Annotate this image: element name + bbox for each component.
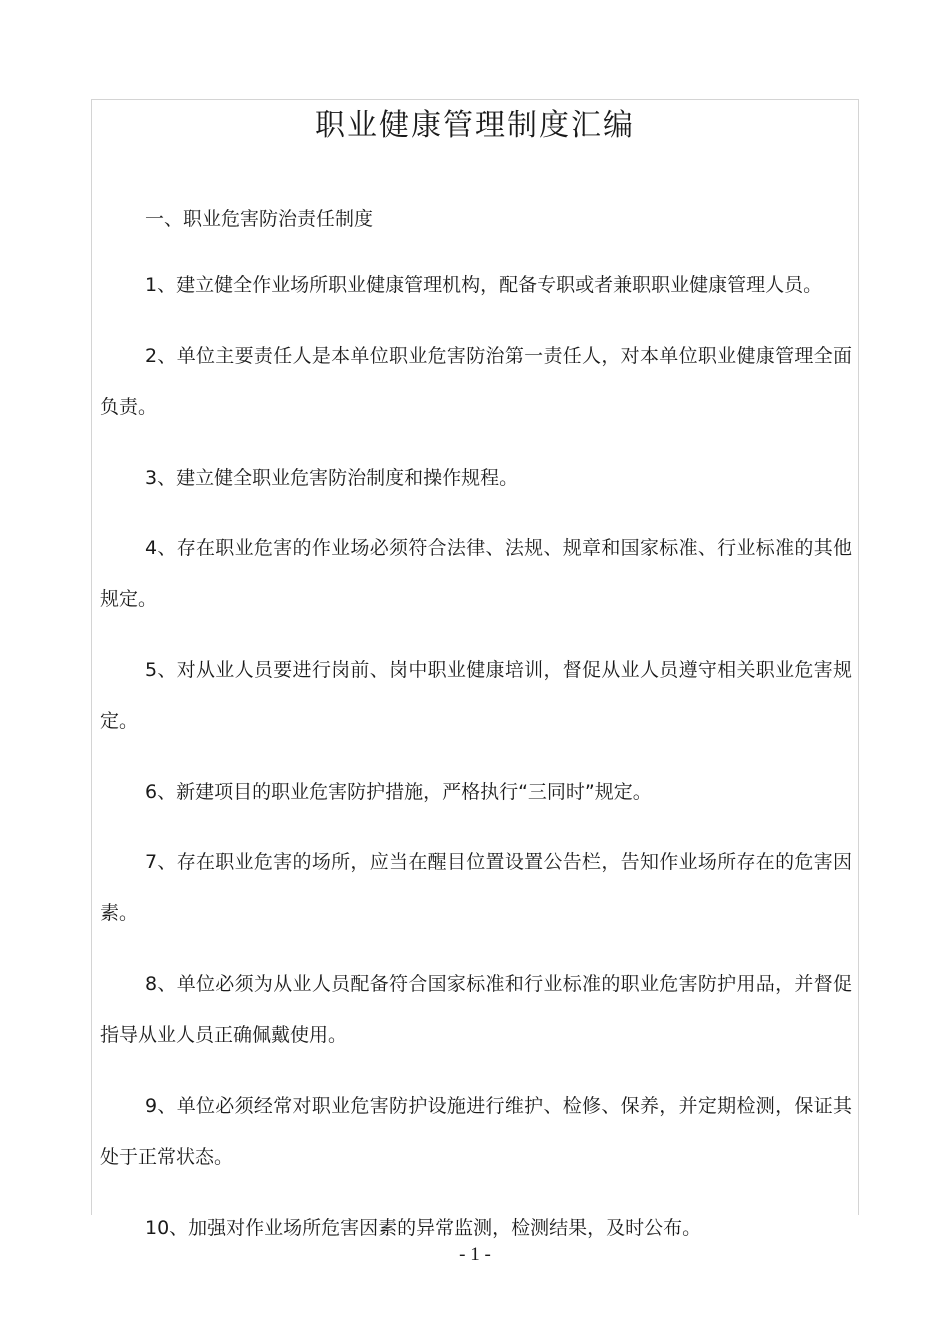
clause-2: 2、单位主要责任人是本单位职业危害防治第一责任人，对本单位职业健康管理全面负责。 bbox=[100, 345, 852, 418]
clause-5: 5、对从业人员要进行岗前、岗中职业健康培训，督促从业人员遵守相关职业危害规定。 bbox=[100, 659, 852, 732]
clause-3: 3、建立健全职业危害防治制度和操作规程。 bbox=[145, 467, 519, 489]
page-number: - 1 - bbox=[459, 1244, 491, 1265]
clause-10: 10、加强对作业场所危害因素的异常监测，检测结果，及时公布。 bbox=[145, 1217, 702, 1239]
clause-7: 7、存在职业危害的场所，应当在醒目位置设置公告栏，告知作业场所存在的危害因素。 bbox=[100, 851, 852, 924]
clause-1: 1、建立健全作业场所职业健康管理机构，配备专职或者兼职职业健康管理人员。 bbox=[145, 274, 823, 296]
clause-4: 4、存在职业危害的作业场必须符合法律、法规、规章和国家标准、行业标准的其他规定。 bbox=[100, 537, 852, 610]
clause-9: 9、单位必须经常对职业危害防护设施进行维护、检修、保养，并定期检测，保证其处于正常状态。 bbox=[100, 1095, 852, 1168]
section-heading: 一、职业危害防治责任制度 bbox=[145, 208, 374, 230]
document-title: 职业健康管理制度汇编 bbox=[315, 108, 635, 143]
clause-8: 8、单位必须为从业人员配备符合国家标准和行业标准的职业危害防护用品，并督促指导从业人员正确佩戴使用。 bbox=[100, 973, 852, 1046]
clause-6: 6、新建项目的职业危害防护措施，严格执行“三同时”规定。 bbox=[145, 781, 652, 803]
document-body bbox=[100, 199, 852, 1273]
